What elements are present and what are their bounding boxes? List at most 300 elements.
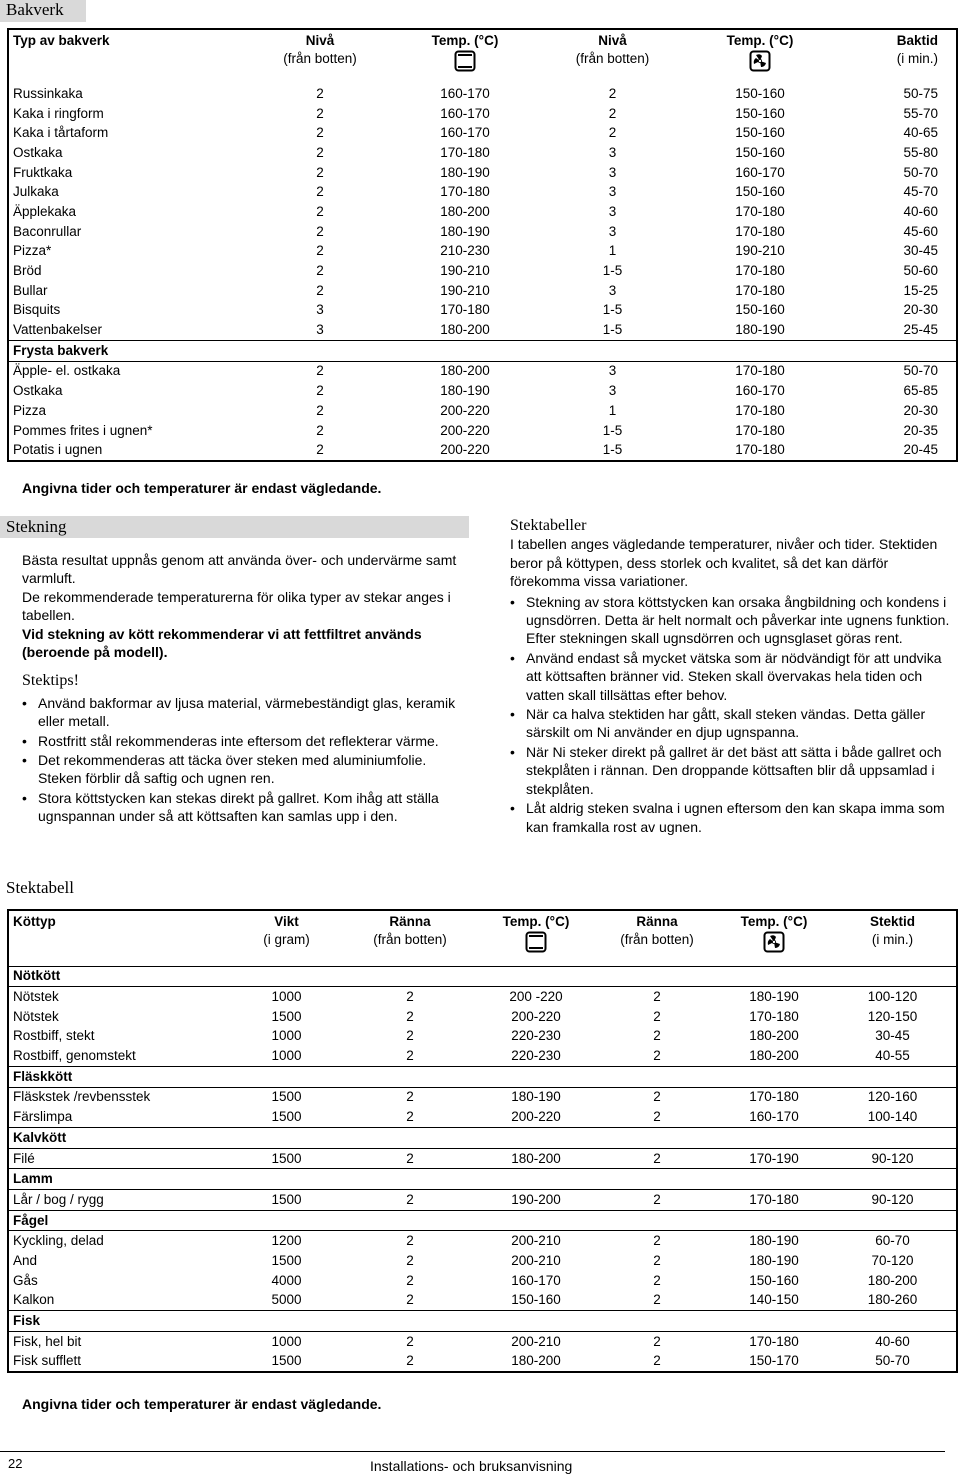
table-cell: 220-230 [511,1048,561,1064]
roast-header-type: Köttyp [13,914,56,929]
category-label: Nötkött [8,966,230,987]
table-cell: 25-45 [903,322,938,338]
table-cell: 160-170 [735,164,785,180]
baking-header-temp2: Temp. (°C) [690,29,830,81]
table-cell: 20-30 [903,402,938,418]
table-cell: 2 [608,105,617,121]
roast-note: Angivna tider och temperaturer är endast vägledande. [22,1396,382,1412]
table-cell [477,1311,595,1332]
table-cell: 180-190 [735,322,785,338]
table-row [8,202,957,222]
frying-tips-list [22,694,462,826]
table-cell: 1500 [271,1150,302,1166]
table-cell: 100-140 [867,1109,918,1125]
table-cell: 2 [406,1252,414,1268]
table-cell [230,1128,343,1149]
table-cell: 20-35 [903,422,938,438]
table-cell [477,1066,595,1087]
table-cell: 2 [653,1252,661,1268]
table-cell: 2 [316,184,324,200]
category-label: Fläskkött [8,1066,230,1087]
table-cell: 170-180 [735,442,785,458]
table-cell: Kaka i ringform [13,105,104,121]
baking-rows [8,81,957,461]
table-cell: 180-190 [440,164,490,180]
table-cell: 15-25 [903,282,938,298]
category-row [8,340,957,361]
fan-heat-icon [749,50,771,72]
table-cell: 50-75 [903,85,938,101]
table-row [8,987,957,1007]
table-cell: 30-45 [903,243,938,259]
table-cell: Potatis i ugnen [13,442,103,458]
roast-header-level1: Ränna (från botten) [373,914,447,947]
table-cell [477,1169,595,1190]
table-cell: 150-160 [735,144,785,160]
table-cell [830,340,957,361]
table-cell: 170-180 [440,302,490,318]
top-bottom-heat-icon [525,931,547,953]
table-cell: Kyckling, delad [13,1233,104,1249]
tables-info-intro: I tabellen anges vägledande temperaturer, nivåer och tider. Stektiden beror på köttypen, dess storlek och kvalitet, så det kan därför förekomma vissa variationer. [510,536,938,590]
table-cell: 120-160 [867,1089,918,1105]
baking-table [7,28,958,462]
table-cell: 170-180 [735,282,785,298]
table-cell: 170-180 [735,363,785,379]
table-cell: 2 [406,1272,414,1288]
table-cell: Rostbiff, genomstekt [13,1048,136,1064]
table-cell: 170-180 [735,263,785,279]
table-cell: 170-180 [749,1089,799,1105]
table-cell: 2 [653,1028,661,1044]
table-cell: 160-170 [735,383,785,399]
table-cell: 65-85 [903,383,938,399]
table-cell: 90-120 [871,1150,914,1166]
footer-rule [0,1451,945,1452]
table-row [8,1231,957,1251]
frying-p1: Bästa resultat uppnås genom att använda över- och undervärme samt varmluft. [22,552,457,587]
table-cell: 55-80 [903,144,938,160]
table-cell: 2 [406,1008,414,1024]
table-cell: 170-180 [735,402,785,418]
table-cell: 2 [406,1028,414,1044]
table-row [8,182,957,202]
baking-header-level1: Nivå (från botten) [283,33,357,66]
table-cell [595,1066,719,1087]
table-row [8,381,957,401]
table-cell: 3 [608,184,617,200]
roast-header-temp2: Temp. (°C) [719,910,829,966]
table-cell [595,1128,719,1149]
table-cell: And [13,1252,38,1268]
table-cell: 55-70 [903,105,938,121]
table-cell: 2 [608,85,617,101]
table-cell: 2 [316,402,324,418]
table-cell: Ostkaka [13,383,63,399]
table-cell: 2 [316,383,324,399]
table-cell: Julkaka [13,184,59,200]
table-row [8,1007,957,1027]
table-cell [595,1210,719,1231]
table-cell: Ostkaka [13,144,63,160]
table-cell: 180-200 [511,1353,561,1369]
fan-heat-icon [763,931,785,953]
category-row [8,1066,957,1087]
table-row [8,1027,957,1047]
table-cell [719,966,829,987]
table-cell: 3 [608,164,617,180]
table-cell: 2 [406,1333,414,1349]
table-cell: 200-220 [511,1109,561,1125]
top-bottom-heat-icon [454,50,476,72]
table-cell: 190-210 [440,282,490,298]
table-cell: 190-210 [735,243,785,259]
table-cell: 3 [608,282,617,298]
table-cell: 2 [653,1008,661,1024]
table-cell: 3 [608,383,617,399]
table-cell: 3 [316,302,324,318]
table-cell: 190-210 [440,263,490,279]
table-cell [690,340,830,361]
table-row [8,301,957,321]
table-cell: Äpplekaka [13,203,77,219]
table-cell [719,1066,829,1087]
category-label: Frysta bakverk [8,340,245,361]
table-cell [829,1311,957,1332]
table-cell [595,966,719,987]
table-cell [829,1066,957,1087]
table-cell: 2 [653,1353,661,1369]
baking-header-temp1: Temp. (°C) [395,29,535,81]
table-cell: 2 [406,1109,414,1125]
table-cell: 4000 [271,1272,302,1288]
table-cell: 170-180 [735,223,785,239]
table-cell [343,1210,477,1231]
table-cell: 170-180 [440,184,490,200]
page-number: 22 [8,1456,23,1471]
table-cell: 170-180 [735,203,785,219]
table-cell: 2 [316,125,324,141]
table-cell: 210-230 [440,243,490,259]
table-row [8,261,957,281]
table-cell: Fisk, hel bit [13,1333,82,1349]
category-label: Fisk [8,1311,230,1332]
tables-info [510,517,950,837]
table-cell: 120-150 [867,1008,918,1024]
category-label: Lamm [8,1169,230,1190]
baking-header-time: Baktid (i min.) [896,33,938,66]
baking-header-level2: Nivå (från botten) [575,33,650,66]
table-cell: 180-190 [749,1252,799,1268]
table-cell: 180-200 [749,1048,799,1064]
table-cell: 2 [653,1109,661,1125]
table-cell: 1500 [271,1008,302,1024]
table-cell: 40-60 [903,203,938,219]
roast-title: Stektabell [6,878,74,897]
table-cell: 220-230 [511,1028,561,1044]
list-item: • Använd endast så mycket vätska som är nödvändigt för att undvika att köttsaften bränner vid. Steken skall övervakas hela tiden och vatten skall tillsättas efter behov. [510,649,950,704]
category-row [8,1311,957,1332]
table-cell: 90-120 [871,1191,914,1207]
table-cell: 200-210 [511,1252,561,1268]
table-row [8,320,957,340]
table-cell: Lår / bog / rygg [13,1191,104,1207]
table-cell: 2 [316,164,324,180]
table-cell [477,1128,595,1149]
table-cell: 20-45 [903,442,938,458]
table-cell: 2 [316,144,324,160]
table-row [8,104,957,124]
table-cell: 2 [406,1292,414,1308]
category-label: Fågel [8,1210,230,1231]
table-cell: 1500 [271,1089,302,1105]
table-cell: Nötstek [13,1008,59,1024]
table-cell: 2 [406,1353,414,1369]
frying-p3: Vid stekning av kött rekommenderar vi att fettfiltret används (beroende på modell). [22,625,422,661]
table-cell: Pizza* [13,243,52,259]
table-row [8,401,957,421]
table-cell [719,1210,829,1231]
table-cell: 1-5 [602,322,623,338]
table-cell: 150-160 [735,85,785,101]
roast-rows [8,966,957,1372]
table-cell: 180-200 [749,1028,799,1044]
table-cell: 150-160 [735,302,785,318]
frying-tips-title: Stektips! [22,672,79,690]
table-cell: 200-210 [511,1333,561,1349]
table-cell: 150-160 [735,184,785,200]
frying-text [22,551,462,827]
table-row [8,1271,957,1291]
table-cell: 180-200 [440,363,490,379]
table-cell: 1500 [271,1252,302,1268]
table-cell: 50-70 [903,363,938,379]
table-cell: 1000 [271,1333,302,1349]
table-cell [343,1311,477,1332]
table-cell: 2 [316,223,324,239]
table-cell: 160-170 [440,85,490,101]
table-cell: Fruktkaka [13,164,73,180]
table-cell: 170-180 [735,422,785,438]
table-cell [230,1311,343,1332]
table-cell: 160-170 [511,1272,561,1288]
table-cell: 180-190 [749,1233,799,1249]
table-cell: 2 [316,422,324,438]
table-cell: 1000 [271,989,302,1005]
table-cell: 200 -220 [509,989,563,1005]
table-cell: 1-5 [602,422,623,438]
table-cell: 70-120 [871,1252,914,1268]
doc-title: Installations- och bruksanvisning [370,1458,573,1474]
table-cell: 1200 [271,1233,302,1249]
table-cell: 3 [608,223,617,239]
table-cell: 2 [406,989,414,1005]
table-row [8,81,957,104]
table-cell: 150-160 [735,125,785,141]
table-cell: Bisquits [13,302,61,318]
frying-title: Stekning [0,516,469,538]
table-cell: 2 [316,282,324,298]
table-cell: 150-160 [735,105,785,121]
table-cell: Vattenbakelser [13,322,103,338]
table-cell [230,1210,343,1231]
roast-table [7,909,958,1373]
table-cell: 1500 [271,1353,302,1369]
table-cell: 1-5 [602,302,623,318]
baking-header-type: Typ av bakverk [13,33,110,48]
category-label: Kalvkött [8,1128,230,1149]
table-cell: 30-45 [875,1028,910,1044]
table-cell: 2 [316,363,324,379]
baking-note: Angivna tider och temperaturer är endast vägledande. [22,480,382,496]
table-cell: 180-200 [867,1272,918,1288]
table-cell [719,1169,829,1190]
table-cell: Fläskstek /revbensstek [13,1089,151,1105]
table-cell [477,966,595,987]
table-cell: 200-220 [440,442,490,458]
table-cell [343,1066,477,1087]
table-cell: 2 [653,1089,661,1105]
table-cell [343,1169,477,1190]
category-row [8,966,957,987]
table-cell [477,1210,595,1231]
table-cell: 2 [653,1272,661,1288]
table-cell [230,1066,343,1087]
table-row [8,1291,957,1311]
table-cell [829,1169,957,1190]
table-cell: 40-65 [903,125,938,141]
table-cell: 160-170 [749,1109,799,1125]
baking-title: Bakverk [0,0,86,22]
table-cell [595,1311,719,1332]
table-cell: 1 [608,243,617,259]
table-cell: Gås [13,1272,38,1288]
table-cell: 2 [608,125,617,141]
table-cell: Pizza [13,402,47,418]
table-cell [395,340,535,361]
table-row [8,1107,957,1127]
table-cell: 170-180 [749,1008,799,1024]
table-cell: 3 [608,144,617,160]
tables-info-list [510,593,950,836]
list-item: • När ca halva stektiden har gått, skall steken vändas. Detta gäller särskilt om Ni använder en djup ugnspanna. [510,705,950,742]
table-row [8,1148,957,1169]
table-cell: 1500 [271,1191,302,1207]
table-cell: 190-200 [511,1191,561,1207]
table-cell: 1 [608,402,617,418]
table-cell: Rostbiff, stekt [13,1028,95,1044]
table-cell: Äpple- el. ostkaka [13,363,121,379]
table-cell: 150-160 [511,1292,561,1308]
table-cell: 180-190 [749,989,799,1005]
table-row [8,281,957,301]
table-cell: 60-70 [875,1233,910,1249]
list-item: • Stekning av stora köttstycken kan orsaka ångbildning och kondens i ugnsdörren. Detta är helt normalt och påverkar inte ugnens funktion. Efter stekningen skall ugnsdörren och ugnsglaset göras rent. [510,593,950,648]
table-cell: Pommes frites i ugnen* [13,422,153,438]
table-cell: 2 [406,1089,414,1105]
table-cell: 150-160 [749,1272,799,1288]
table-row [8,1352,957,1373]
table-cell: 2 [316,85,324,101]
table-row [8,163,957,183]
table-cell: 2 [316,105,324,121]
roast-header-time: Stektid (i min.) [869,914,915,947]
table-cell: 2 [406,1150,414,1166]
table-cell [343,966,477,987]
table-cell: 170-180 [440,144,490,160]
table-cell: 50-70 [875,1353,910,1369]
table-cell: 1000 [271,1028,302,1044]
list-item: • Det rekommenderas att täcka över steken med aluminiumfolie. Steken förblir då saftig och ugnen ren. [22,751,462,788]
table-cell: 100-120 [867,989,918,1005]
list-item: • Stora köttstycken kan stekas direkt på gallret. Kom ihåg att ställa ugnspannan under så att köttsaften kan samlas upp i den. [22,789,462,826]
table-cell: 40-60 [875,1333,910,1349]
table-cell: 2 [316,203,324,219]
table-row [8,1087,957,1107]
table-cell: 50-70 [903,164,938,180]
table-cell: 180-200 [440,203,490,219]
table-cell: 3 [608,203,617,219]
table-row [8,440,957,461]
table-cell: Färslimpa [13,1109,73,1125]
table-cell: 180-190 [440,223,490,239]
table-cell: Nötstek [13,989,59,1005]
table-cell: Bröd [13,263,42,279]
table-cell: 160-170 [440,125,490,141]
table-cell: Kalkon [13,1292,55,1308]
table-cell: 40-55 [875,1048,910,1064]
table-cell: Kaka i tårtaform [13,125,109,141]
table-cell: 2 [653,1333,661,1349]
table-row [8,1251,957,1271]
table-cell [230,966,343,987]
table-cell: 5000 [271,1292,302,1308]
table-cell: Russinkaka [13,85,83,101]
table-cell: 180-200 [511,1150,561,1166]
table-cell: 2 [653,989,661,1005]
table-cell: 2 [406,1233,414,1249]
table-cell: 200-220 [440,402,490,418]
table-cell: 170-180 [749,1191,799,1207]
table-row [8,1046,957,1066]
table-cell: 1-5 [602,442,623,458]
table-cell: 3 [316,322,324,338]
table-cell: 1000 [271,1048,302,1064]
table-cell [245,340,395,361]
table-row [8,123,957,143]
table-cell: 200-220 [440,422,490,438]
list-item: • Använd bakformar av ljusa material, värmebeständigt glas, keramik eller metall. [22,694,462,731]
table-cell: 2 [406,1048,414,1064]
list-item: • Låt aldrig steken svalna i ugnen eftersom den kan skapa imma som kan framkalla rost av ugnen. [510,799,950,836]
table-cell [719,1311,829,1332]
table-cell: 140-150 [749,1292,799,1308]
table-cell: 45-60 [903,223,938,239]
table-cell: 20-30 [903,302,938,318]
table-row [8,242,957,262]
table-cell: 2 [653,1191,661,1207]
table-cell: Fisk sufflett [13,1353,82,1369]
table-cell [595,1169,719,1190]
category-row [8,1128,957,1149]
table-row [8,1331,957,1351]
roast-header-weight: Vikt (i gram) [263,914,310,947]
table-cell: 45-70 [903,184,938,200]
table-cell: Baconrullar [13,223,82,239]
table-cell: 160-170 [440,105,490,121]
table-row [8,421,957,441]
table-cell: 2 [406,1191,414,1207]
